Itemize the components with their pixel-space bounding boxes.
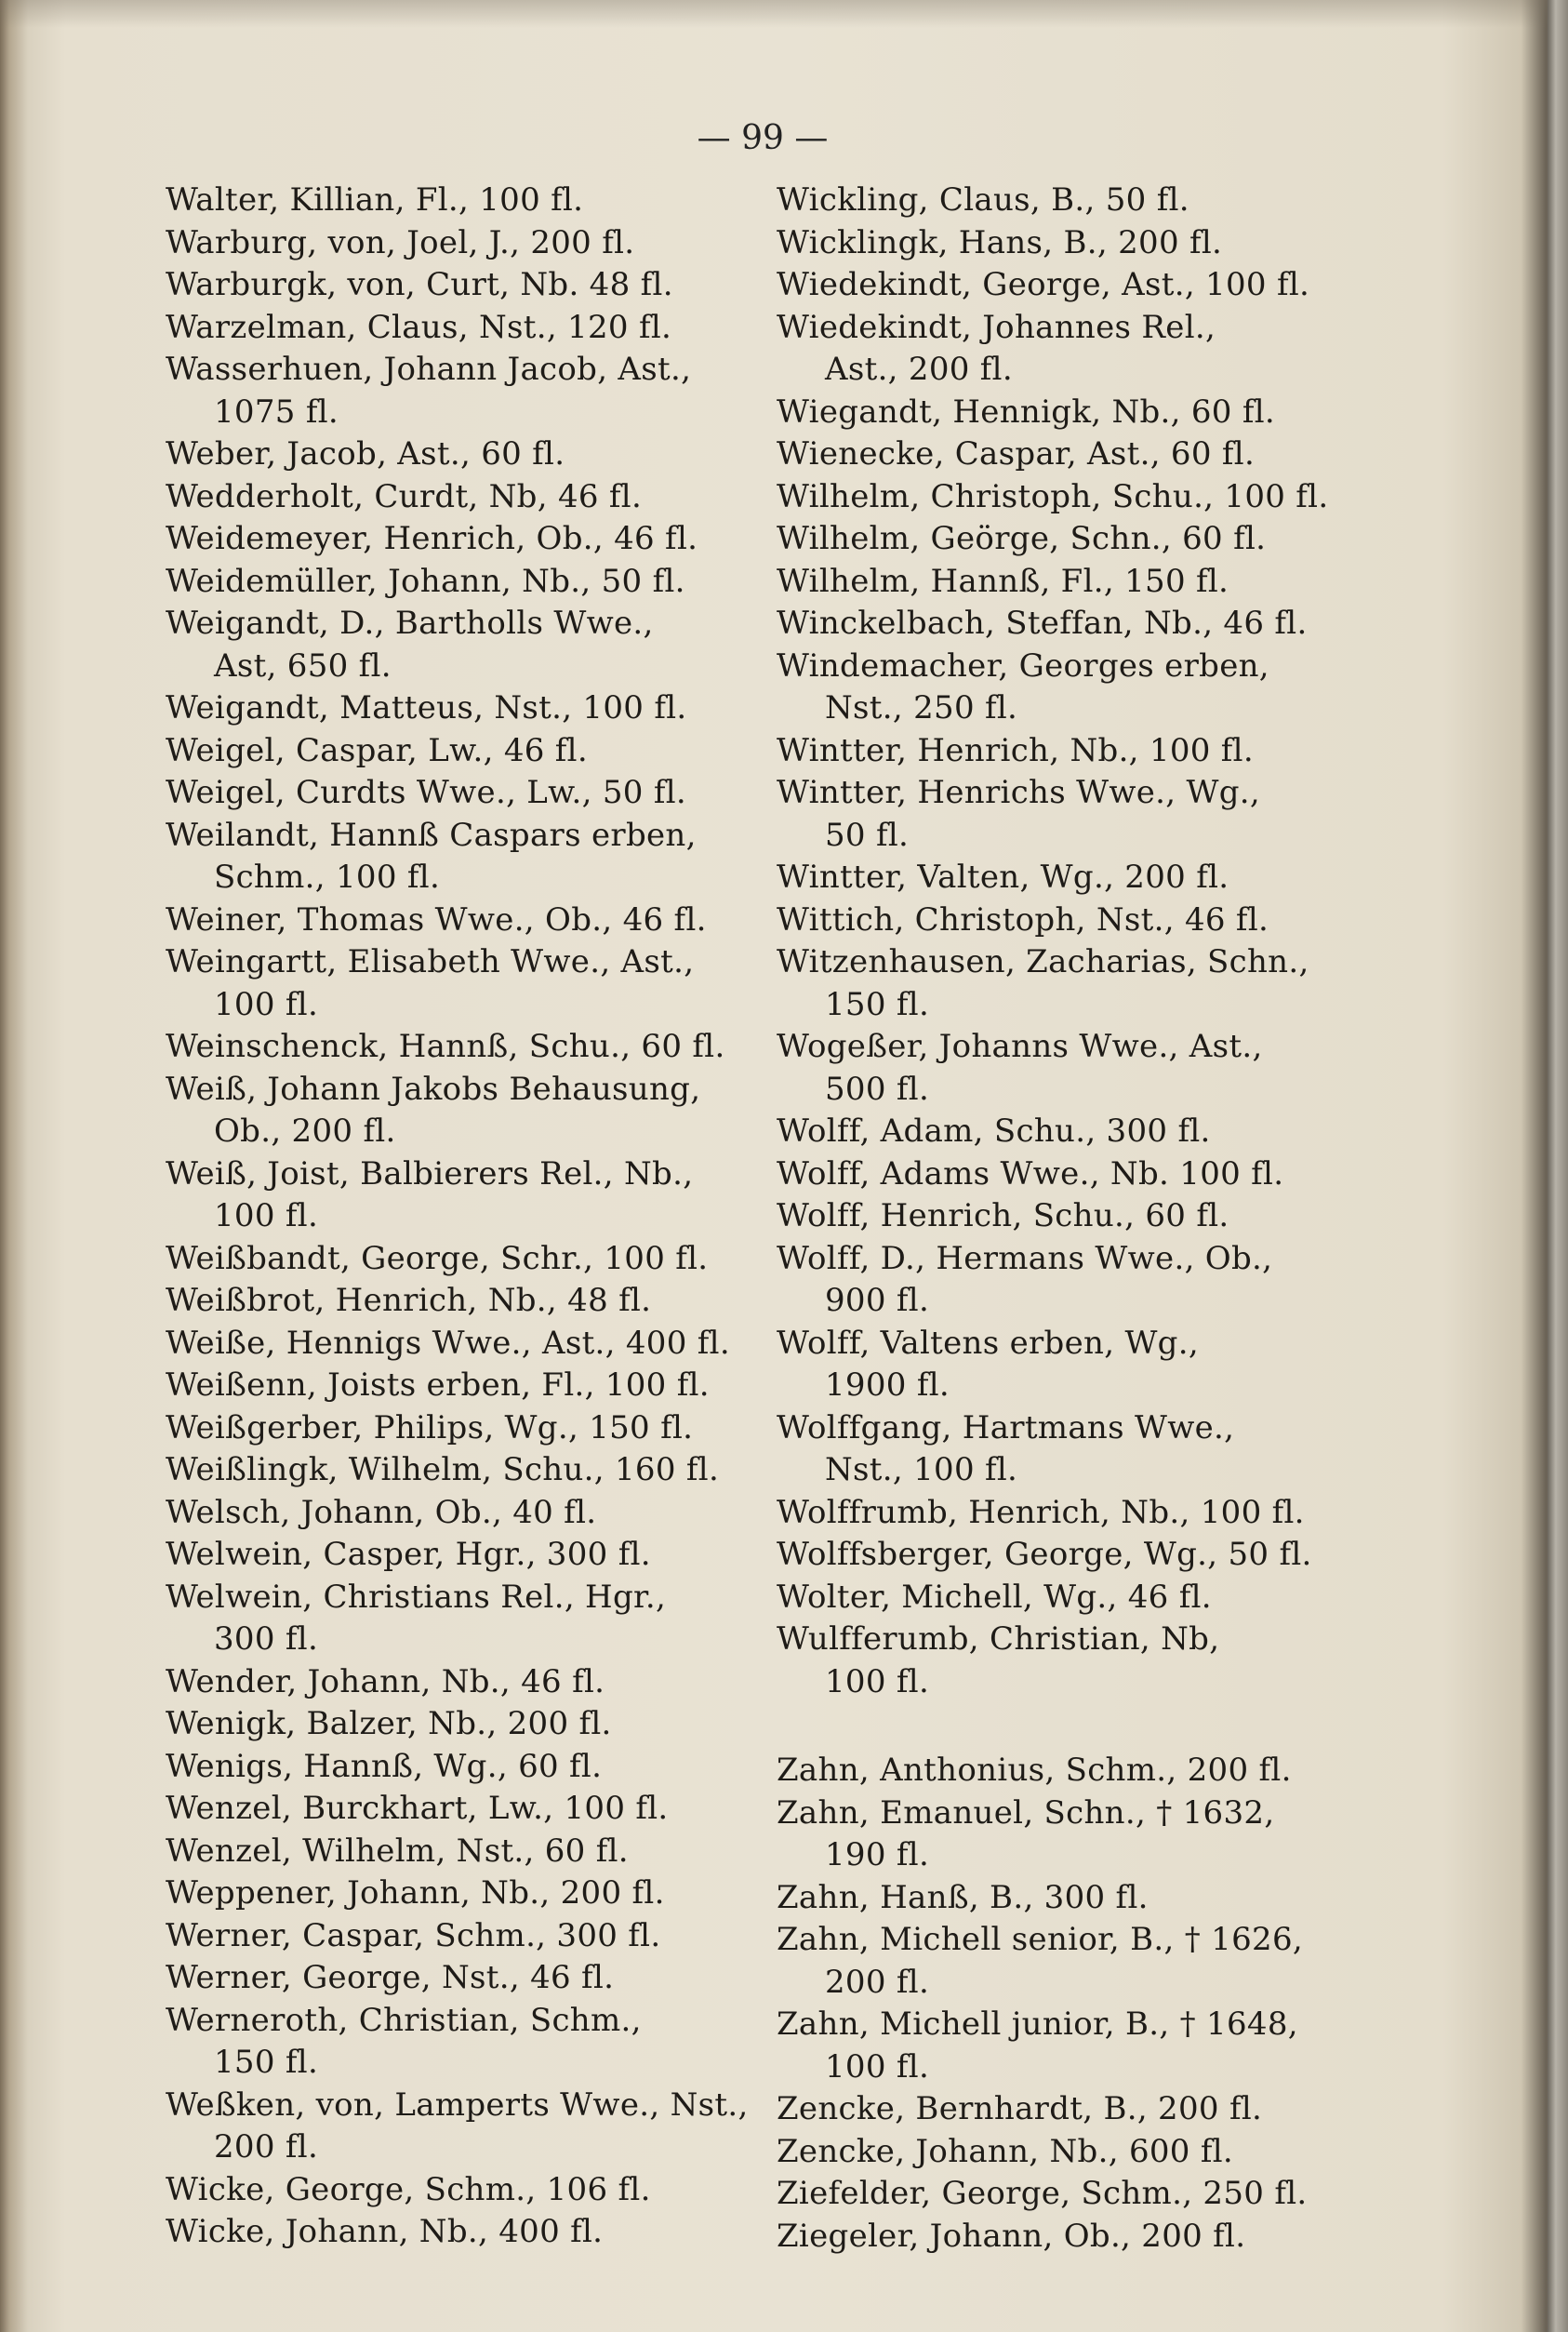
register-entry: Weßken, von, Lamperts Wwe., Nst., bbox=[166, 2085, 749, 2124]
register-entry: Wintter, Henrich, Nb., 100 fl. bbox=[777, 731, 1254, 769]
register-entry: Wolffgang, Hartmans Wwe., bbox=[777, 1408, 1235, 1446]
register-entry: Weißlingk, Wilhelm, Schu., 160 fl. bbox=[166, 1451, 720, 1488]
register-entry: Wicke, Johann, Nb., 400 fl. bbox=[166, 2213, 604, 2250]
register-entry: Weißenn, Joists erben, Fl., 100 fl. bbox=[166, 1366, 710, 1404]
register-entry: Zahn, Michell junior, B., † 1648, bbox=[777, 2006, 1298, 2043]
register-entry: Wolff, Henrich, Schu., 60 fl. bbox=[777, 1197, 1229, 1234]
register-entry: Wolff, Adam, Schu., 300 fl. bbox=[777, 1113, 1211, 1150]
entry-continuation: Nst., 250 fl. bbox=[825, 689, 1018, 726]
register-entry: Zahn, Anthonius, Schm., 200 fl. bbox=[777, 1752, 1292, 1789]
register-entry: Ziegeler, Johann, Ob., 200 fl. bbox=[777, 2217, 1246, 2255]
register-entry: Wender, Johann, Nb., 46 fl. bbox=[166, 1662, 605, 1700]
entry-continuation: 100 fl. bbox=[825, 2047, 930, 2085]
register-entry: Weiß, Johann Jakobs Behausung, bbox=[166, 1070, 701, 1108]
entry-continuation: Nst., 100 fl. bbox=[825, 1451, 1018, 1488]
page-edge bbox=[1548, 0, 1568, 2332]
entry-continuation: 200 fl. bbox=[825, 1963, 930, 2001]
register-entry: Zencke, Bernhardt, B., 200 fl. bbox=[777, 2090, 1263, 2127]
register-entry: Wulfferumb, Christian, Nb, bbox=[777, 1620, 1220, 1658]
register-entry: Wasserhuen, Johann Jacob, Ast., bbox=[166, 351, 692, 388]
register-entry: Wenigk, Balzer, Nb., 200 fl. bbox=[166, 1705, 612, 1742]
register-entry: Werneroth, Christian, Schm., bbox=[166, 2001, 642, 2039]
register-entry: Wolff, Adams Wwe., Nb. 100 fl. bbox=[777, 1154, 1284, 1193]
register-entry: Weilandt, Hannß Caspars erben, bbox=[166, 816, 697, 854]
entry-continuation: 900 fl. bbox=[825, 1282, 930, 1319]
register-entry: Zencke, Johann, Nb., 600 fl. bbox=[777, 2132, 1234, 2170]
register-entry: Wogeßer, Johanns Wwe., Ast., bbox=[777, 1028, 1263, 1065]
register-entry: Zahn, Michell senior, B., † 1626, bbox=[777, 1921, 1304, 1958]
register-entry: Werner, Caspar, Schm., 300 fl. bbox=[166, 1916, 661, 1954]
entry-continuation: 100 fl. bbox=[825, 1662, 930, 1700]
register-entry: Weigandt, D., Bartholls Wwe., bbox=[166, 605, 654, 642]
register-entry: Wolff, D., Hermans Wwe., Ob., bbox=[777, 1239, 1273, 1277]
register-entry: Warburgk, von, Curt, Nb. 48 fl. bbox=[166, 266, 673, 303]
register-entry: Weidemüller, Johann, Nb., 50 fl. bbox=[166, 562, 685, 600]
register-entry: Wolff, Valtens erben, Wg., bbox=[777, 1324, 1199, 1362]
register-entry: Wicklingk, Hans, B., 200 fl. bbox=[777, 223, 1223, 261]
register-entry: Witzenhausen, Zacharias, Schn., bbox=[777, 943, 1309, 980]
page-number: — 99 — bbox=[697, 119, 829, 157]
register-entry: Weißgerber, Philips, Wg., 150 fl. bbox=[166, 1408, 694, 1446]
entry-continuation: 50 fl. bbox=[825, 816, 910, 854]
register-entry: Warzelman, Claus, Nst., 120 fl. bbox=[166, 308, 672, 346]
register-entry: Weigel, Curdts Wwe., Lw., 50 fl. bbox=[166, 774, 686, 811]
register-entry: Wedderholt, Curdt, Nb, 46 fl. bbox=[166, 477, 643, 515]
register-entry: Weber, Jacob, Ast., 60 fl. bbox=[166, 435, 565, 473]
register-entry: Wilhelm, Geörge, Schn., 60 fl. bbox=[777, 520, 1267, 557]
register-entry: Wenzel, Wilhelm, Nst., 60 fl. bbox=[166, 1832, 629, 1870]
entry-continuation: 100 fl. bbox=[214, 985, 319, 1023]
entry-continuation: 100 fl. bbox=[214, 1197, 319, 1234]
register-entry: Weigandt, Matteus, Nst., 100 fl. bbox=[166, 689, 687, 726]
register-entry: Weiße, Hennigs Wwe., Ast., 400 fl. bbox=[166, 1324, 730, 1362]
entry-continuation: Ast., 200 fl. bbox=[825, 351, 1013, 388]
register-entry: Ziefelder, George, Schm., 250 fl. bbox=[777, 2175, 1308, 2212]
left-column bbox=[166, 180, 761, 2254]
register-entry: Zahn, Emanuel, Schn., † 1632, bbox=[777, 1793, 1275, 1832]
register-entry: Weingartt, Elisabeth Wwe., Ast., bbox=[166, 943, 695, 980]
entry-continuation: 150 fl. bbox=[214, 2044, 319, 2081]
register-entry: Weigel, Caspar, Lw., 46 fl. bbox=[166, 731, 588, 769]
register-entry: Wickling, Claus, B., 50 fl. bbox=[777, 181, 1189, 219]
entry-continuation: 1075 fl. bbox=[214, 393, 339, 431]
register-entry: Weiner, Thomas Wwe., Ob., 46 fl. bbox=[166, 900, 707, 939]
entry-continuation: 150 fl. bbox=[825, 985, 930, 1023]
register-entry: Weißbandt, George, Schr., 100 fl. bbox=[166, 1239, 709, 1277]
register-entry: Wenigs, Hannß, Wg., 60 fl. bbox=[166, 1747, 603, 1785]
entry-continuation: 200 fl. bbox=[214, 2128, 319, 2165]
register-entry: Windemacher, Georges erben, bbox=[777, 646, 1269, 685]
register-entry: Winckelbach, Steffan, Nb., 46 fl. bbox=[777, 605, 1308, 642]
register-entry: Wiedekindt, Johannes Rel., bbox=[777, 308, 1216, 346]
register-entry: Wiedekindt, George, Ast., 100 fl. bbox=[777, 266, 1310, 303]
register-entry: Welsch, Johann, Ob., 40 fl. bbox=[166, 1493, 597, 1531]
entry-continuation: Ob., 200 fl. bbox=[214, 1113, 396, 1150]
entry-continuation: 1900 fl. bbox=[825, 1366, 950, 1404]
register-entry: Wicke, George, Schm., 106 fl. bbox=[166, 2170, 651, 2208]
register-entry: Warburg, von, Joel, J., 200 fl. bbox=[166, 223, 635, 261]
entry-continuation: Schm., 100 fl. bbox=[214, 859, 441, 896]
register-entry: Weidemeyer, Henrich, Ob., 46 fl. bbox=[166, 520, 698, 557]
right-column bbox=[777, 180, 1353, 2258]
register-entry: Welwein, Casper, Hgr., 300 fl. bbox=[166, 1536, 651, 1573]
register-entry: Wolffrumb, Henrich, Nb., 100 fl. bbox=[777, 1493, 1305, 1531]
register-entry: Werner, George, Nst., 46 fl. bbox=[166, 1959, 615, 1996]
register-entry: Wilhelm, Christoph, Schu., 100 fl. bbox=[777, 477, 1329, 515]
register-entry: Wolffsberger, George, Wg., 50 fl. bbox=[777, 1536, 1312, 1573]
register-entry: Wiegandt, Hennigk, Nb., 60 fl. bbox=[777, 393, 1276, 431]
register-entry: Weppener, Johann, Nb., 200 fl. bbox=[166, 1874, 665, 1912]
entry-continuation: 500 fl. bbox=[825, 1070, 930, 1108]
entry-continuation: Ast, 650 fl. bbox=[214, 646, 392, 685]
register-entry: Weinschenck, Hannß, Schu., 60 fl. bbox=[166, 1028, 725, 1065]
register-entry: Walter, Killian, Fl., 100 fl. bbox=[166, 181, 584, 219]
register-entry: Wintter, Henrichs Wwe., Wg., bbox=[777, 774, 1261, 811]
entry-continuation: 300 fl. bbox=[214, 1620, 319, 1658]
register-entry: Wilhelm, Hannß, Fl., 150 fl. bbox=[777, 562, 1229, 600]
register-entry: Wienecke, Caspar, Ast., 60 fl. bbox=[777, 435, 1256, 473]
register-entry: Wintter, Valten, Wg., 200 fl. bbox=[777, 859, 1229, 896]
register-entry: Wolter, Michell, Wg., 46 fl. bbox=[777, 1578, 1212, 1616]
entry-continuation: 190 fl. bbox=[825, 1836, 930, 1873]
register-entry: Wenzel, Burckhart, Lw., 100 fl. bbox=[166, 1790, 669, 1827]
register-entry: Zahn, Hanß, B., 300 fl. bbox=[777, 1878, 1149, 1916]
register-entry: Wittich, Christoph, Nst., 46 fl. bbox=[777, 900, 1269, 939]
section-gap bbox=[777, 1703, 1353, 1750]
register-entry: Welwein, Christians Rel., Hgr., bbox=[166, 1578, 667, 1616]
register-entry: Weißbrot, Henrich, Nb., 48 fl. bbox=[166, 1282, 652, 1319]
register-entry: Weiß, Joist, Balbierers Rel., Nb., bbox=[166, 1154, 694, 1193]
